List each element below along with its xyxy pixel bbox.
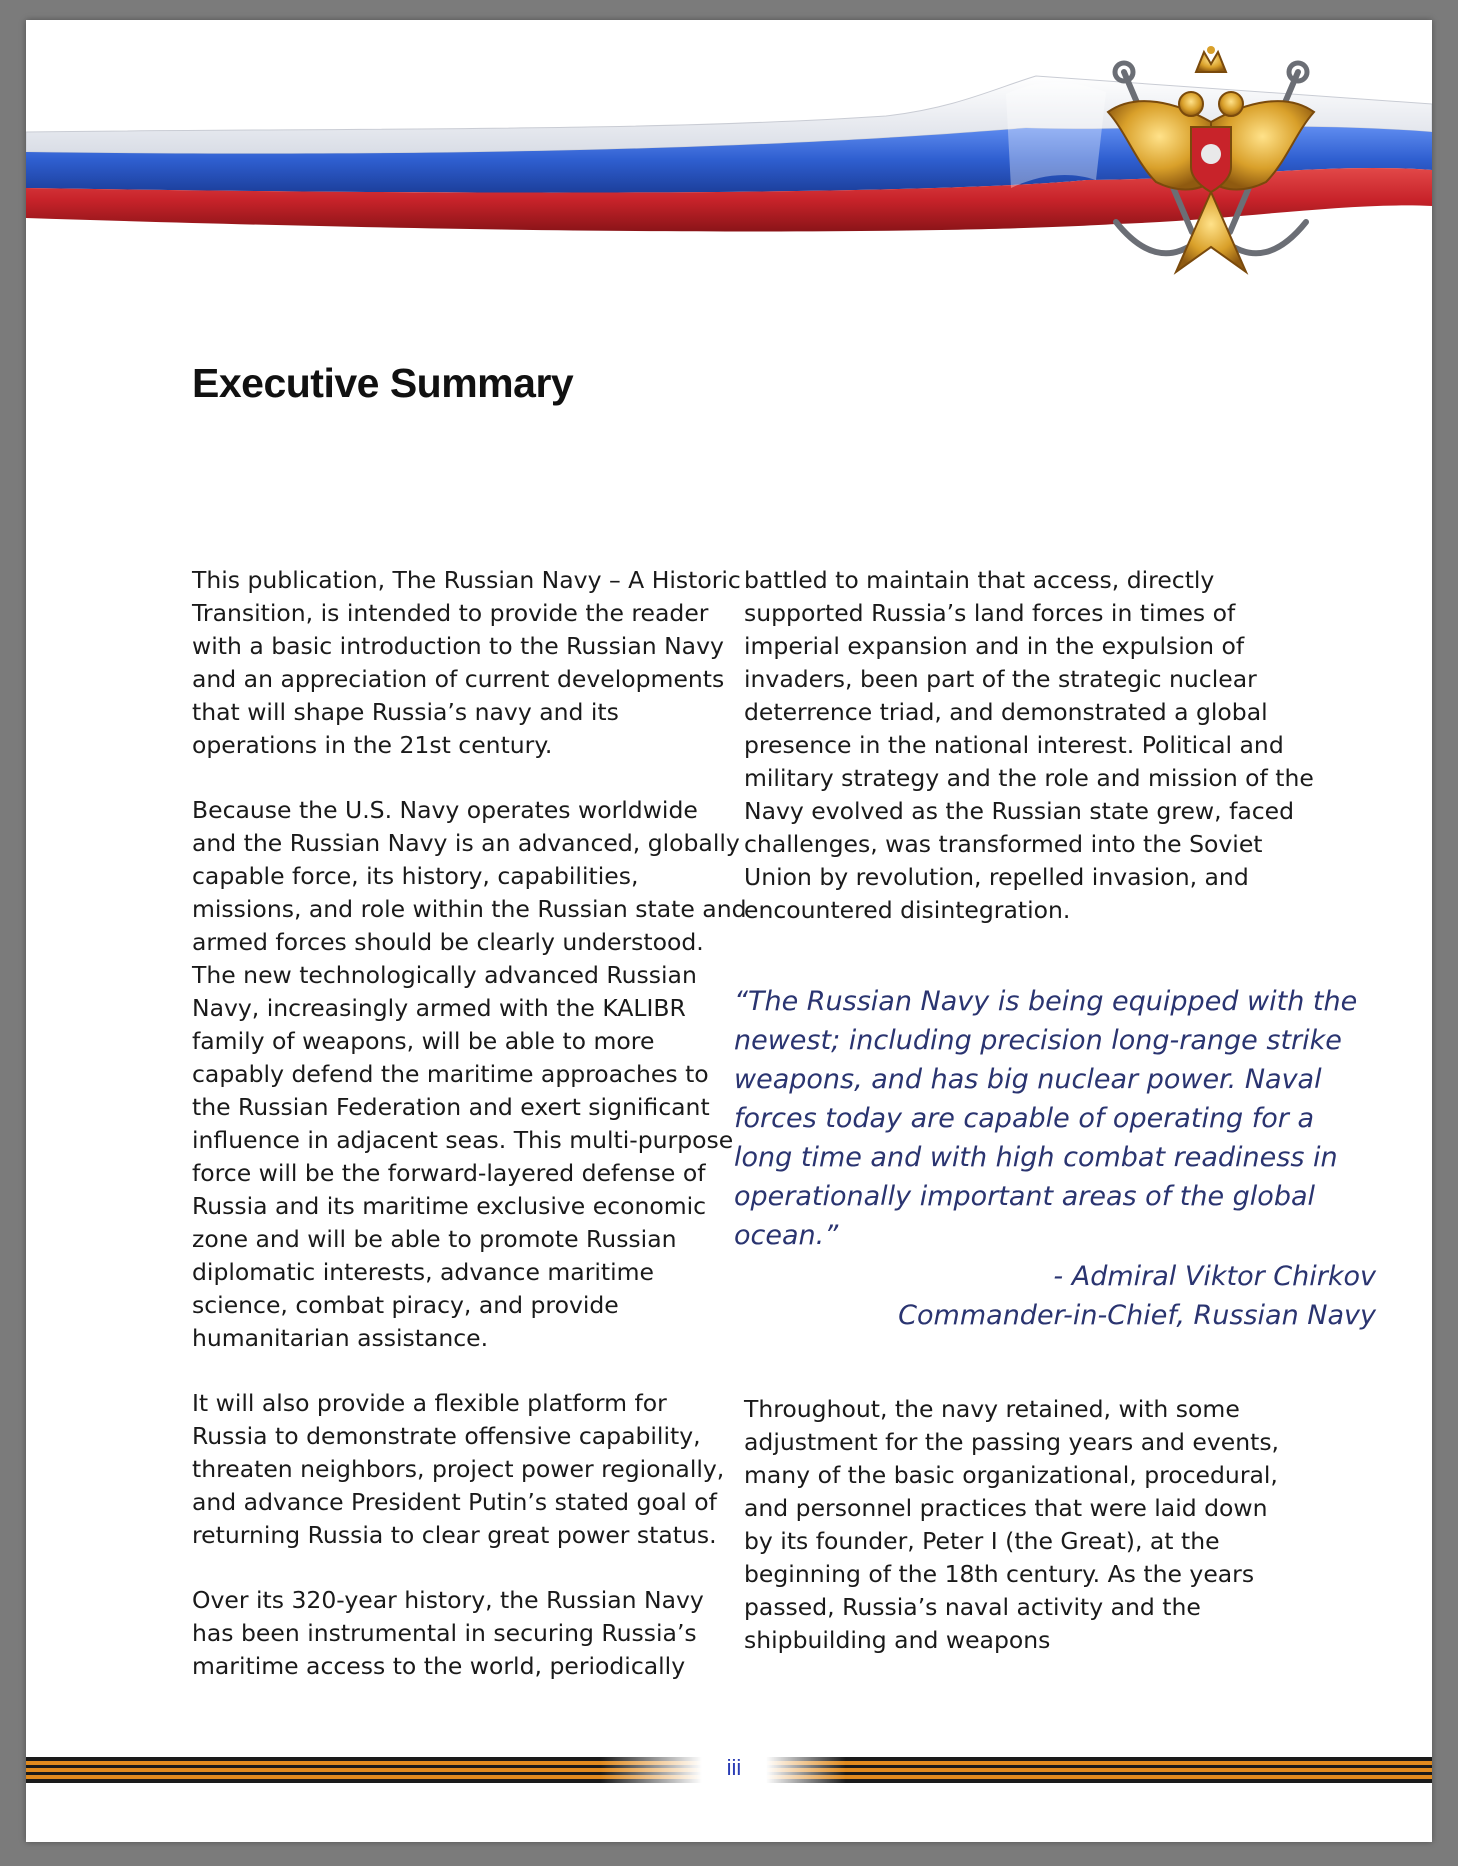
quote-attribution (726, 1257, 1376, 1335)
paragraph: Because the U.S. Navy operates worldwide and the Russian Navy is an advanced, globally capable force, its history, capabilities, missions, and role within the Russian state and armed forces should be clearly understood. The new technologically advanced Russian Navy, increasingly armed with the KALIBR family of weapons, will be able to more capably defend the maritime approaches to the Russian Federation and exert significant influence in adjacent seas. This multi-purpose force will be the forward-layered defense of Russia and its maritime exclusive economic zone and will be able to promote Russian diplomatic interests, advance maritime science, combat piracy, and provide humanitarian assistance. (192, 796, 747, 1352)
right-column-bottom (744, 1393, 1284, 1689)
paragraph: This publication, The Russian Navy – A Historic Transition, is intended to provide the reader with a basic introduction to the Russian Navy and an appreciation of current developments that will shape Russia’s navy and its operations in the 21st century. (192, 566, 741, 759)
right-column-top (744, 564, 1324, 959)
page-title: Executive Summary (192, 360, 574, 406)
st-george-ribbon-left-icon (26, 1757, 702, 1783)
russian-navy-emblem-icon (1096, 42, 1326, 282)
left-column (192, 564, 747, 1715)
paragraph: Over its 320-year history, the Russian Navy has been instrumental in securing Russia’s maritime access to the world, periodically (192, 1586, 704, 1680)
st-george-ribbon-right-icon (766, 1757, 1432, 1783)
paragraph: Throughout, the navy retained, with some adjustment for the passing years and events, many of the basic organizational, procedural, and personnel practices that were laid down by its founder, Peter I (the Great), at the beginning of the 18th century. As the years passed, Russia’s naval activity and the shipbuilding and weapons (744, 1395, 1280, 1654)
page-number: iii (726, 1755, 742, 1780)
paragraph: It will also provide a flexible platform for Russia to demonstrate offensive capability, threaten neighbors, project power regionally, and advance President Putin’s stated goal of returning Russia to clear great power status. (192, 1389, 725, 1549)
quote-author: - Admiral Viktor Chirkov (1053, 1261, 1376, 1292)
pull-quote (734, 982, 1369, 1255)
quote-text: “The Russian Navy is being equipped with the newest; including precision long-range strike weapons, and has big nuclear power. Naval forces today are capable of operating for a long time and with high combat readiness in operationally important areas of the global ocean.” (734, 986, 1358, 1251)
document-page (26, 20, 1432, 1842)
paragraph: battled to maintain that access, directly supported Russia’s land forces in times of imperial expansion and in the expulsion of invaders, been part of the strategic nuclear deterrence triad, and demonstrated a global presence in the national interest. Political and military strategy and the role and mission of the Navy evolved as the Russian state grew, faced challenges, was transformed into the Soviet Union by revolution, repelled invasion, and encountered disintegration. (744, 566, 1314, 924)
quote-author-title: Commander-in-Chief, Russian Navy (898, 1300, 1376, 1331)
